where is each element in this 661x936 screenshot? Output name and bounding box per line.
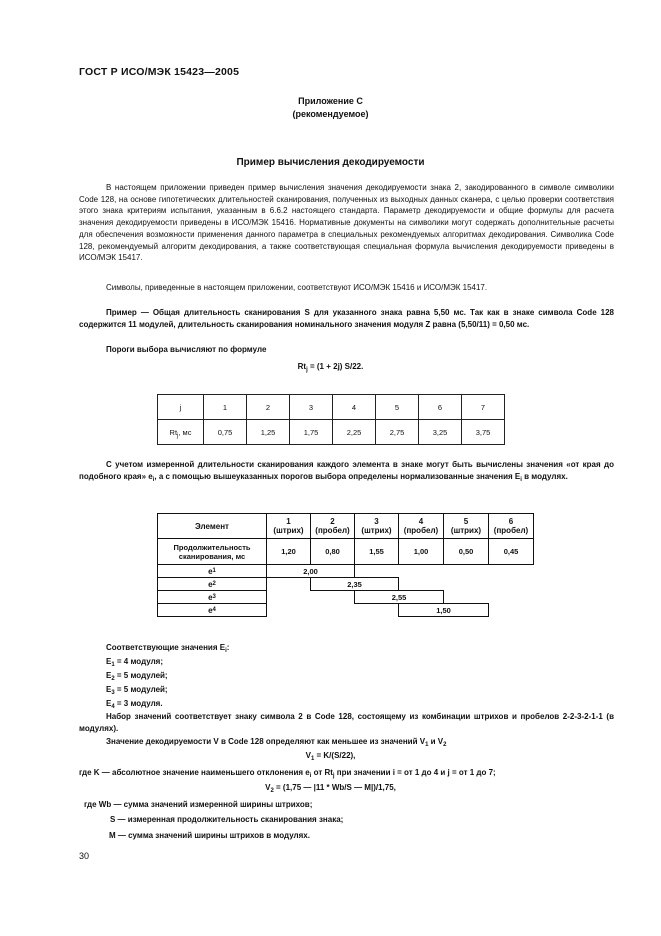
e2-span: 2,35 xyxy=(310,577,399,591)
j-cell: 2 xyxy=(247,395,290,420)
rt-header: $Rt_j$, мс xyxy=(158,420,204,445)
where-wb-line: где Wb — сумма значений измеренной ширины штрихов; xyxy=(84,800,313,809)
annex-status: (рекомендуемое) xyxy=(292,109,369,119)
where-m-line: M — сумма значений ширины штрихов в модулях. xyxy=(109,831,310,840)
rt-cell: 3,75 xyxy=(462,420,505,445)
intro-paragraph: В настоящем приложении приведен пример вычисления значения декодируемости знака 2, закодированного в символе символики Code 128, на основе гипотетических длительностей сканирования, полученных из выходных данных сканера, с целью проверки соответствия этого знака критериям испытания, указанным в 6.6.2 настоящего стандарта. Параметр декодируемости и общие формулы для расчета значения декодируемости приведены в ИСО/МЭК 15416. Нормативные документы на символики могут содержать дополнительные расчеты для обеспечения возможности применения данного параметра в специальных рекомендуемых алгоритмах декодирования. Символика Code 128, рекомендуемый алгоритм декодирования, а также соответствующая специальная формула вычисления декодируемости приведены в ИСО/МЭК 15417. xyxy=(79,183,614,263)
corresponding-line: Соответствующие значения $E_i$: xyxy=(106,643,230,654)
rt-cell: 2,75 xyxy=(376,420,419,445)
e1-span: 2,00 xyxy=(266,564,355,578)
duration-value: 0,45 xyxy=(488,538,534,565)
element-col-2: 2 (пробел) xyxy=(310,513,355,539)
annex-title: Приложение С xyxy=(298,96,363,106)
symbols-paragraph: Символы, приведенные в настоящем приложении, соответствуют ИСО/МЭК 15416 и ИСО/МЭК 15417. xyxy=(106,283,488,292)
rt-cell: 2,25 xyxy=(333,420,376,445)
thresholds-line: Пороги выбора вычисляют по формуле xyxy=(106,345,267,354)
j-cell: 7 xyxy=(462,395,505,420)
measured-paragraph: С учетом измеренной длительности сканирования каждого элемента в знаке могут быть вычислены значения «от края до подобного края» $e_i$, а с помощью вышеуказанных порогов выбора определены нормализованные значения $E_i$ в модулях. xyxy=(79,460,614,483)
e3-span: 2,55 xyxy=(354,590,444,604)
element-col-1: 1 (штрих) xyxy=(266,513,311,539)
where-s-line: S — измеренная продолжительность сканирования знака; xyxy=(110,815,344,824)
formula-rt: $Rt_j = (1 + 2j)$ S/22. xyxy=(297,362,364,373)
duration-label: Продолжительность сканирования, мс xyxy=(157,538,267,565)
e2-label: e 2 xyxy=(157,577,267,591)
e1-value: $E_1 = 4$ модуля; xyxy=(106,657,164,668)
rt-cell: 1,25 xyxy=(247,420,290,445)
e4-value: $E_4 = 3$ модуля. xyxy=(106,699,163,710)
e4-span: 1,50 xyxy=(398,603,489,617)
e1-label: e 1 xyxy=(157,564,267,578)
page-number: 30 xyxy=(79,851,90,861)
j-cell: 1 xyxy=(204,395,247,420)
rt-cell: 1,75 xyxy=(290,420,333,445)
where-k-line: где K — абсолютное значение наименьшего отклонения $e_i$ от $Rt_j$ при значении i = от 1 до 4 и j = от 1 до 7; xyxy=(79,768,496,779)
e2-value: $E_2 = 5$ модулей; xyxy=(106,671,168,682)
element-table xyxy=(157,513,534,619)
rt-cell: 3,25 xyxy=(419,420,462,445)
e4-label: e 4 xyxy=(157,603,267,617)
duration-value: 0,80 xyxy=(310,538,355,565)
threshold-table xyxy=(157,394,505,445)
decodability-line: Значение декодируемости V в Code 128 определяют как меньшее из значений $V_1$ и $V_2$ xyxy=(106,737,447,748)
e1-divider xyxy=(354,564,355,578)
element-col-3: 3 (штрих) xyxy=(354,513,399,539)
section-title: Пример вычисления декодируемости xyxy=(236,157,425,168)
rt-row xyxy=(158,420,505,445)
e3-value: $E_3 = 5$ модулей; xyxy=(106,685,168,696)
standard-header: ГОСТ Р ИСО/МЭК 15423—2005 xyxy=(79,66,240,78)
formula-v1: $V_1 = K/(S/22)$, xyxy=(305,751,356,762)
element-col-6: 6 (пробел) xyxy=(488,513,534,539)
j-cell: 3 xyxy=(290,395,333,420)
element-col-5: 5 (штрих) xyxy=(443,513,489,539)
duration-value: 1,20 xyxy=(266,538,311,565)
example-paragraph: Пример — Общая длительность сканирования S для указанного знака равна 5,50 мс. Так как в знаке символа Code 128 содержится 11 модулей, длительность сканирования номинального значения модуля Z равна (5,50/11) = 0,50 мс. xyxy=(79,308,614,329)
duration-value: 0,50 xyxy=(443,538,489,565)
j-row xyxy=(158,395,505,420)
e3-label: e 3 xyxy=(157,590,267,604)
rt-cell: 0,75 xyxy=(204,420,247,445)
formula-v2: $V_2 = (1,75$ — |11 * Wb/S — M|)/1,75, xyxy=(265,783,396,794)
duration-value: 1,55 xyxy=(354,538,399,565)
j-cell: 6 xyxy=(419,395,462,420)
duration-value: 1,00 xyxy=(398,538,444,565)
element-col-4: 4 (пробел) xyxy=(398,513,444,539)
j-header: j xyxy=(158,395,204,420)
element-header: Элемент xyxy=(157,513,267,539)
j-cell: 4 xyxy=(333,395,376,420)
set-paragraph: Набор значений соответствует знаку символа 2 в Code 128, состоящему из комбинации штрихов и пробелов 2-2-3-2-1-1 (в модулях). xyxy=(79,712,614,733)
j-cell: 5 xyxy=(376,395,419,420)
